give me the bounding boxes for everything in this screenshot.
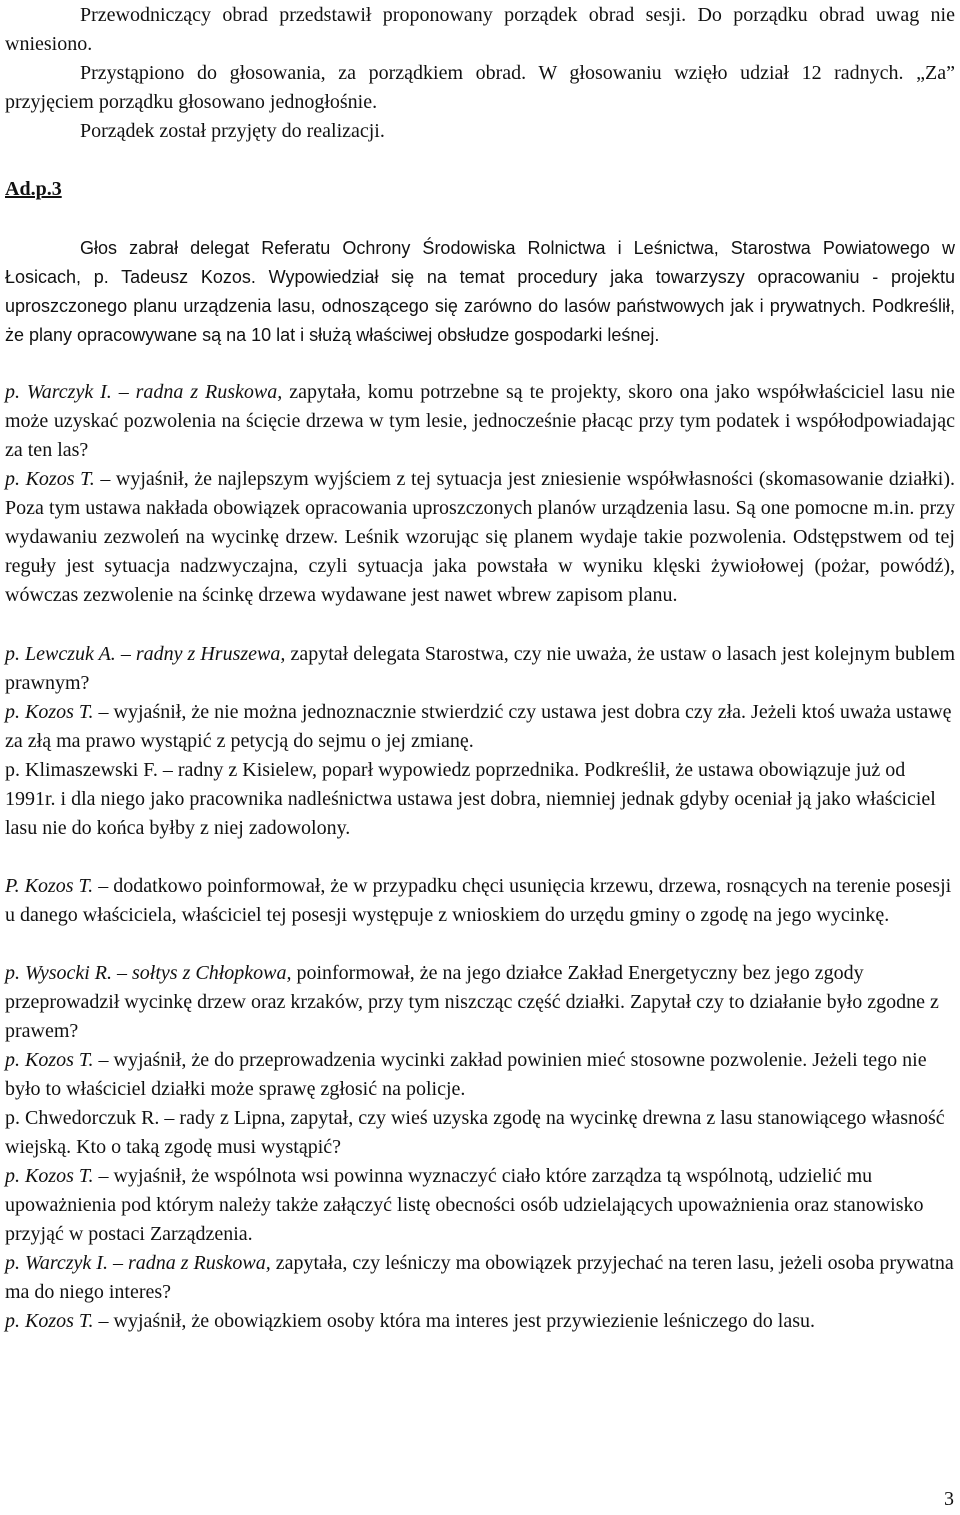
kozos-intro-text: Głos zabrał delegat Referatu Ochrony Środowiska Rolnictwa i Leśnictwa, Starostwa Powiatowego w Łosicach, p. Tadeusz Kozos. [5,238,955,287]
kozos-intro-cont2: Podkreślił, że plany opracowywane są na 10 lat i służą właściwej obsłudze gospodarki leśnej. [5,296,955,345]
warczyk-text-2: zapytała, czy leśniczy ma obowiązek przyjechać na teren lasu, jeżeli osoba prywatna ma do niego interes? [5,1252,954,1303]
kozos-text-5: – wyjaśnił, że wspólnota wsi powinna wyznaczyć ciało które zarządza tą wspólnotą, udzielić mu upoważnienia pod którym należy także załączyć listę obecności osób udzielających upoważnienia oraz stanowisko przyjąć w postaci Zarządzenia. [5,1165,924,1245]
kozos-answer-5 [5,1162,955,1249]
section-heading: Ad.p.3 [5,178,62,200]
kozos-answer-3 [5,872,955,930]
kozos-intro-paragraph [5,234,955,350]
kozos-text-1: – wyjaśnił, że najlepszym wyjściem z tej sytuacja jest zniesienie współwłasności (skomasowanie działki). Poza tym ustawa nakłada obowiązek opracowania uproszczonych planów urządzenia lasu. Są one pomocne m.in. przy wydawaniu zezwoleń na wycinkę drzew. Leśnik wzorując się planem wydaje takie pozwolenia. Odstępstwem od tej reguły jest sytuacja nadzwyczajna, czyli sytuacja jaka powstała w wyniku klęski żywiołowej (pożar, powódź), wówczas zezwolenie na ścinkę drzewa wydawane jest nawet wbrew zapisom planu. [5,468,955,606]
kozos-answer-2 [5,698,955,756]
warczyk-text-1: zapytała, komu potrzebne są te projekty, skoro ona jako współwłaściciel lasu nie może uzyskać pozwolenia na ścięcie drzewa w tym lesie, jednocześnie płacąc przy tym podatek i współodpowiadając za ten las? [5,381,956,461]
intro-text-1: Przewodniczący obrad przedstawił proponowany porządek obrad sesji. Do porządku obrad uwag nie wniesiono. [5,4,955,55]
kozos-text-2: – wyjaśnił, że nie można jednoznacznie stwierdzić czy ustawa jest dobra czy zła. Jeżeli ktoś uważa ustawę za złą ma prawo wystąpić z petycją do sejmu o jej zmianę. [5,701,952,752]
intro-text-2: Przystąpiono do głosowania, za porządkiem obrad. W głosowaniu wzięło udział 12 radnych. „Za” przyjęciem porządku głosowano jednogłośnie. [5,62,955,113]
wysocki-text: poinformował, że na jego działce Zakład Energetyczny bez jego zgody przeprowadził wycinkę drzew oraz krzaków, przy tym niszcząc część działki. Zapytał czy to działanie było zgodne z prawem? [5,962,939,1042]
intro-paragraph-2 [5,59,955,117]
kozos-intro-cont: Wypowiedział się na temat procedury jaka towarzyszy opracowaniu - projektu uproszczonego planu urządzenia lasu, odnoszącego się zarówno do lasów państwowych jak i prywatnych. [5,267,955,316]
speaker-kozos-5: p. Kozos T. [5,1165,94,1187]
warczyk-question-2 [5,1249,955,1307]
intro-paragraph-1 [5,1,955,59]
kozos-text-6: – wyjaśnił, że obowiązkiem osoby która ma interes jest przywiezienie leśniczego do lasu. [98,1310,815,1332]
speaker-warczyk-2: p. Warczyk I. – radna z Ruskowa, [5,1252,271,1274]
speaker-lewczuk: p. Lewczuk A. – radny z Hruszewa, [5,643,286,665]
lewczuk-question [5,640,955,698]
klimaszewski-statement [5,756,955,843]
page-number: 3 [944,1488,954,1510]
warczyk-question-1 [5,378,955,465]
wysocki-question [5,959,955,1046]
speaker-kozos-6: p. Kozos T. [5,1310,94,1332]
lewczuk-text: zapytał delegata Starostwa, czy nie uważa, że ustaw o lasach jest kolejnym bublem prawnym? [5,643,956,694]
speaker-warczyk-1: p. Warczyk I. – radna z Ruskowa, [5,381,283,403]
speaker-wysocki: p. Wysocki R. – sołtys z Chłopkowa, [5,962,292,984]
intro-text-3: Porządek został przyjęty do realizacji. [80,120,385,142]
klimaszewski-text: p. Klimaszewski F. – radny z Kisielew, poparł wypowiedz poprzednika. Podkreślił, że ustawa obowiązuje już od 1991r. i dla niego jako pracownika nadleśnictwa ustawa jest dobra, niemniej jednak gdyby oceniał ją jako właściciel lasu nie do końca byłby z niej zadowolony. [5,759,936,839]
chwedorczuk-question [5,1104,955,1162]
kozos-text-4: – wyjaśnił, że do przeprowadzenia wycinki zakład powinien mieć stosowne pozwolenie. Jeżeli tego nie było to właściciel działki może sprawę zgłosić na policje. [5,1049,927,1100]
speaker-kozos-2: p. Kozos T. [5,701,94,723]
speaker-kozos-3: P. Kozos T. [5,875,94,897]
chwedorczuk-text: p. Chwedorczuk R. – rady z Lipna, zapytał, czy wieś uzyska zgodę na wycinkę drewna z lasu stanowiącego własność wiejską. Kto o taką zgodę musi wystąpić? [5,1107,945,1158]
kozos-text-3: – dodatkowo poinformował, że w przypadku chęci usunięcia krzewu, drzewa, rosnących na terenie posesji u danego właściciela, właściciel tej posesji występuje z wnioskiem do urzędu gminy o zgodę na jego wycinkę. [5,875,952,926]
intro-paragraph-3 [5,117,955,146]
speaker-kozos-1: p. Kozos T. [5,468,95,490]
speaker-kozos-4: p. Kozos T. [5,1049,94,1071]
kozos-answer-4 [5,1046,955,1104]
kozos-answer-6 [5,1307,955,1336]
kozos-answer-1 [5,465,955,610]
